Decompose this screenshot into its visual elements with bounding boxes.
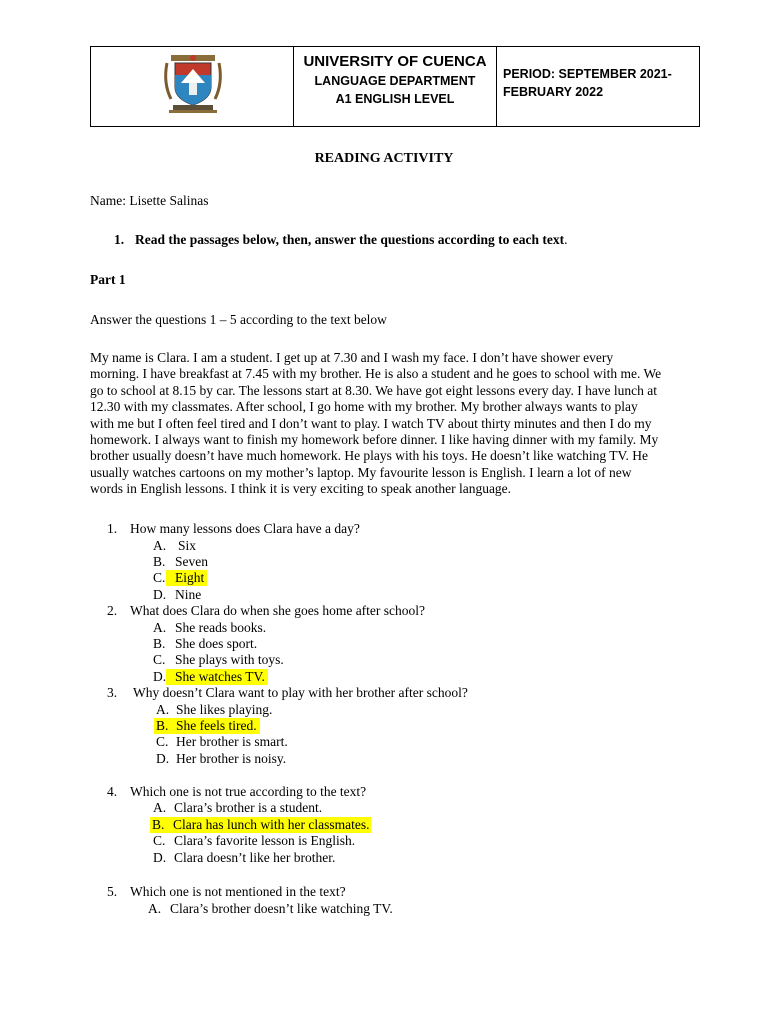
instruction-period: .: [564, 232, 568, 247]
period-line-1: PERIOD: SEPTEMBER 2021-: [503, 67, 672, 81]
instruction-line: [135, 232, 568, 248]
passage-line: 12.30 with my classmates. After school, I go home with my brother. My brother always wants to play: [90, 399, 638, 415]
option-letter: A.: [148, 901, 162, 916]
page-title: READING ACTIVITY: [314, 151, 454, 166]
option-text: She reads books.: [175, 620, 267, 635]
period-line-2: FEBRUARY 2022: [503, 85, 604, 99]
option-letter: B.: [153, 636, 166, 651]
instruction-text: Read the passages below, then, answer the questions according to each text: [135, 232, 565, 247]
question-text: Which one is not true according to the text?: [130, 784, 367, 799]
option-letter-highlighted: B.: [152, 817, 165, 832]
option-text: Clara’s favorite lesson is English.: [174, 833, 356, 848]
student-name: Name: Lisette Salinas: [90, 193, 209, 208]
option-text: Seven: [175, 554, 208, 569]
question-number: 5.: [107, 884, 118, 899]
option-text: She likes playing.: [176, 702, 273, 717]
option-text: Clara’s brother is a student.: [174, 800, 323, 815]
option-text-highlighted: She watches TV.: [166, 669, 268, 685]
option-letter: A.: [153, 800, 167, 815]
passage-line: brother usually doesn’t have much homework. He plays with his toys. He doesn’t like watching TV. He: [90, 448, 649, 464]
option-letter: A.: [153, 620, 167, 635]
option-text: Her brother is noisy.: [176, 751, 287, 766]
university-cell: [294, 47, 497, 126]
department-name: LANGUAGE DEPARTMENT: [314, 74, 476, 88]
passage-line: morning. I have breakfast at 7.45 with my brother. He is also a student and he goes to school with me. We: [90, 366, 662, 382]
option-text: Her brother is smart.: [176, 734, 288, 749]
logo-cell: [91, 47, 294, 126]
option-text-highlighted: Clara has lunch with her classmates.: [166, 817, 371, 833]
option-text: Nine: [175, 587, 202, 602]
university-name: UNIVERSITY OF CUENCA: [303, 53, 487, 70]
option-letter: D.: [156, 751, 170, 766]
reading-passage: [90, 350, 710, 498]
question-number: 3.: [107, 685, 118, 700]
option-letter: C.: [153, 570, 166, 585]
passage-line: homework. I always want to finish my homework before dinner. I like having dinner with my family. My: [90, 432, 659, 448]
option-letter: A.: [153, 538, 167, 553]
option-text: Clara’s brother doesn’t like watching TV.: [170, 901, 393, 916]
option-letter: A.: [156, 702, 170, 717]
option-letter: D.: [153, 850, 167, 865]
passage-line: with me but I often feel tired and I don’t want to play. I watch TV about thirty minutes and then I do my: [90, 415, 652, 431]
option-letter: B.: [153, 554, 166, 569]
english-level: A1 ENGLISH LEVEL: [335, 92, 455, 106]
part-label: Part 1: [90, 272, 126, 287]
question-text: What does Clara do when she goes home after school?: [130, 603, 426, 618]
period-cell: [497, 47, 699, 126]
option-letter: D.: [153, 669, 167, 684]
option-text-highlighted: She feels tired.: [170, 718, 260, 734]
option-text: Clara doesn’t like her brother.: [174, 850, 336, 865]
question-number: 4.: [107, 784, 118, 799]
passage-line: go to school at 8.15 by car. The lessons start at 8.30. We have got eight lessons every day. I have lunch at: [90, 382, 658, 398]
passage-line: My name is Clara. I am a student. I get up at 7.30 and I wash my face. I don’t have shower every: [90, 350, 614, 365]
option-text: She plays with toys.: [175, 652, 284, 667]
option-letter: C.: [153, 652, 166, 667]
option-letter: C.: [153, 833, 166, 848]
header-table: [90, 46, 700, 127]
option-text: Six: [178, 538, 197, 553]
part-instruction: Answer the questions 1 – 5 according to the text below: [90, 312, 387, 327]
university-crest-icon: [161, 53, 225, 115]
option-letter-highlighted: B.: [156, 718, 169, 733]
option-letter: C.: [156, 734, 169, 749]
question-text: Why doesn’t Clara want to play with her brother after school?: [133, 685, 468, 700]
question-number: 2.: [107, 603, 118, 618]
passage-line: words in English lessons. I think it is very exciting to speak another language.: [90, 481, 512, 497]
question-text: Which one is not mentioned in the text?: [130, 884, 346, 899]
passage-line: usually watches cartoons on my mother’s laptop. My favourite lesson is English. I learn a lot of new: [90, 464, 632, 480]
question-number: 1.: [107, 521, 118, 536]
option-text: She does sport.: [175, 636, 258, 651]
question-text: How many lessons does Clara have a day?: [130, 521, 360, 536]
option-letter: D.: [153, 587, 167, 602]
instruction-number: 1.: [114, 232, 125, 247]
option-text-highlighted: Eight: [166, 570, 207, 586]
